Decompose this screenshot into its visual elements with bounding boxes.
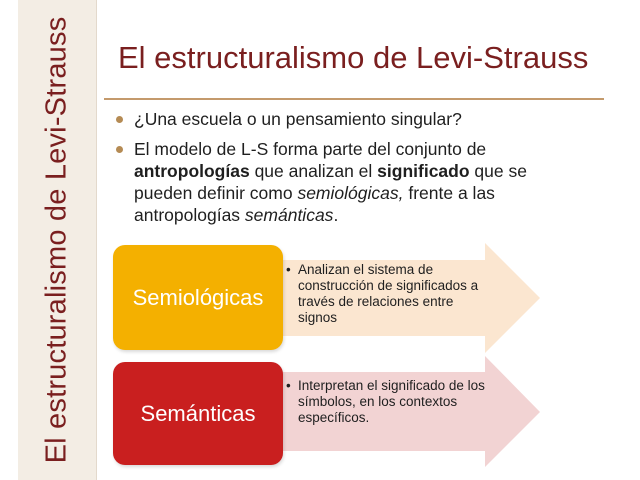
- description-text: Interpretan el significado de los símbolos, en los contextos específicos.: [298, 378, 485, 425]
- bullet-icon: •: [286, 378, 291, 393]
- bullet-bold-text: significado: [377, 161, 470, 181]
- description-text: Analizan el sistema de construcción de significados a través de relaciones entre signos: [298, 262, 479, 325]
- description-item: [286, 378, 496, 426]
- bullet-text-part: que analizan el: [249, 161, 378, 181]
- semanticas-description: [286, 378, 496, 426]
- bullet-bold-text: antropologías: [134, 161, 250, 181]
- bullet-text: ¿Una escuela o un pensamiento singular?: [134, 109, 462, 129]
- semanticas-box: Semánticas: [113, 362, 283, 465]
- bullet-text-part: El modelo de L-S forma parte del conjunto de: [134, 139, 487, 159]
- semiologicas-description: [286, 262, 496, 326]
- description-item: [286, 262, 496, 326]
- bullet-text-part: .: [333, 205, 339, 225]
- bullet-text-part: que se pueden definir como: [134, 161, 527, 203]
- slide-title: El estructuralismo de Levi-Strauss: [118, 40, 589, 75]
- bullet-italic-text: semánticas: [244, 205, 334, 225]
- semiologicas-box: Semiológicas: [113, 245, 283, 350]
- bullet-icon: •: [286, 262, 291, 277]
- side-title: El estructuralismo de Levi-Strauss: [40, 16, 73, 464]
- bullet-text-part: frente a las antropologías: [134, 183, 495, 225]
- bullet-italic-text: semiológicas,: [297, 183, 404, 203]
